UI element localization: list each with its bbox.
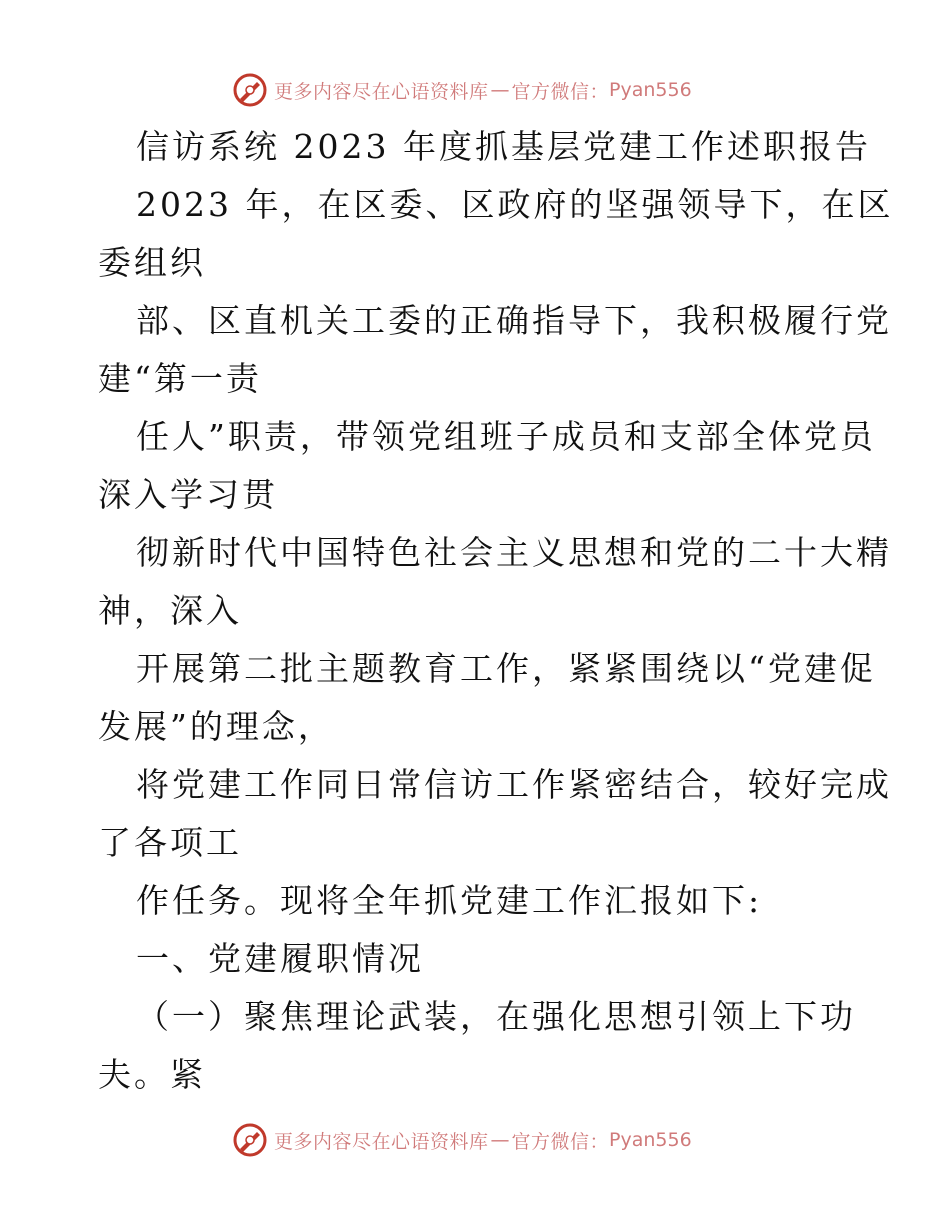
watermark-header [232,70,752,110]
text-line: 发展”的理念， [98,707,334,746]
document-body [98,118,894,1104]
text-line: 委组织 [98,243,206,282]
watermark-wechat-id: Pyan556 [609,1129,692,1151]
subsection-heading: （一）聚焦理论武装，在强化思想引领上下功 [136,997,856,1036]
text-line: 作任务。现将全年抓党建工作汇报如下: [136,881,763,920]
watermark-wechat-id: Pyan556 [609,79,692,101]
text-line: 部、区直机关工委的正确指导下，我积极履行党 [136,301,892,340]
text-line: 建“第一责 [98,359,262,398]
watermark-wechat-label: 官方微信： [511,80,610,103]
text-line: 2023 年，在区委、区政府的坚强领导下，在区 [136,185,894,224]
pen-logo-icon [232,72,268,108]
watermark-site-text: 更多内容尽在心语资料库 [274,1130,489,1153]
text-line: 了各项工 [98,823,242,862]
watermark-separator: — [490,79,510,101]
watermark-site-text: 更多内容尽在心语资料库 [274,80,489,103]
watermark-footer [232,1120,752,1160]
section-heading: 一、党建履职情况 [136,939,424,978]
text-line: 任人”职责，带领党组班子成员和支部全体党员 [136,417,876,456]
text-line: 开展第二批主题教育工作，紧紧围绕以“党建促 [136,649,876,688]
text-line: 将党建工作同日常信访工作紧密结合，较好完成 [136,765,892,804]
document-title: 信访系统 2023 年度抓基层党建工作述职报告 [136,127,871,166]
watermark-wechat-label: 官方微信： [511,1130,610,1153]
pen-logo-icon [232,1122,268,1158]
text-line: 夫。紧 [98,1055,206,1094]
watermark-separator: — [490,1129,510,1151]
text-line: 深入学习贯 [98,475,278,514]
text-line: 彻新时代中国特色社会主义思想和党的二十大精 [136,533,892,572]
text-line: 神，深入 [98,591,242,630]
